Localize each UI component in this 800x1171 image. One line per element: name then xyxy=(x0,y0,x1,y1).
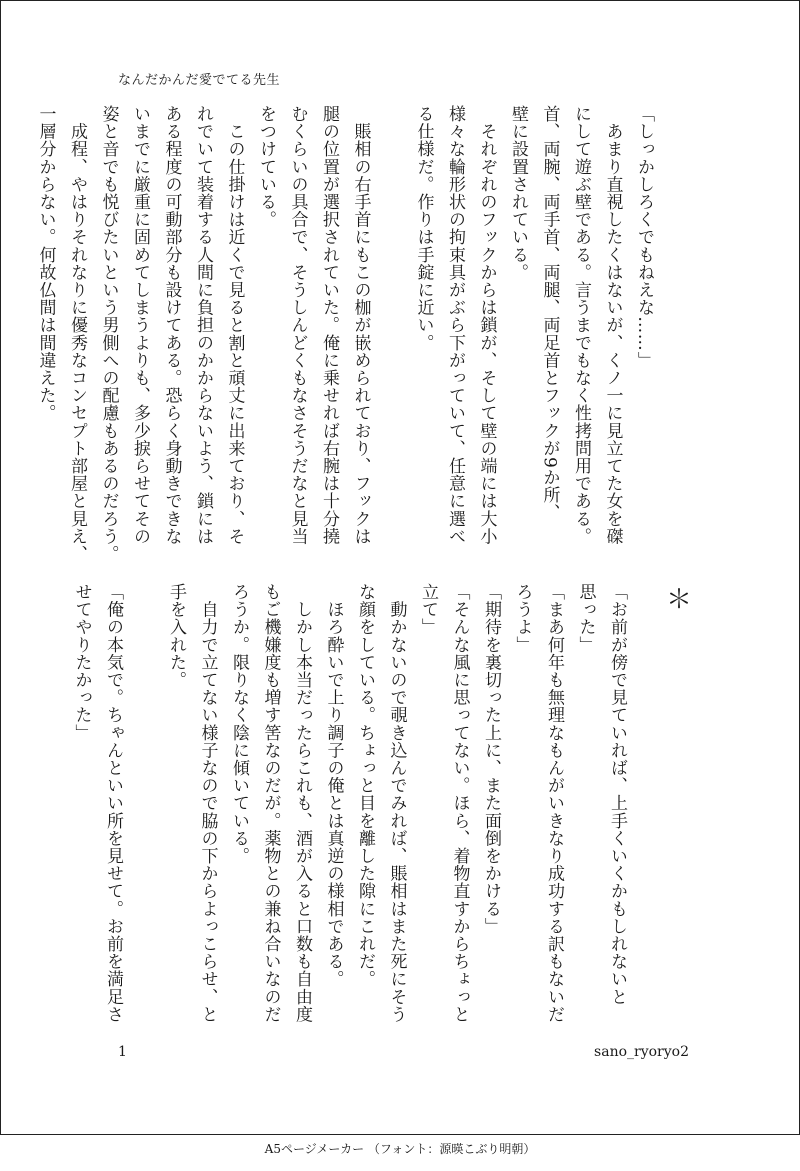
text-line: 「俺の本気で。ちゃんといい所を見せて。お前を満足さ xyxy=(103,583,123,1023)
text-line: いまでに厳重に固めてしまうよりも、多少捩らせてその xyxy=(130,105,150,545)
text-line: ろうよ」 xyxy=(512,583,533,654)
text-line: 自力で立てない様子なので脇の下からよっこらせ、と xyxy=(197,583,218,1023)
text-line: 成程、やはりそれなりに優秀なコンセプト部屋と見え、 xyxy=(67,105,87,563)
footer-caption: A5ページメーカー （フォント：源暎こぶり明朝） xyxy=(264,1142,536,1156)
text-line: この仕掛けは近くで見ると割と頑丈に出来ており、そ xyxy=(224,105,245,545)
text-line: 動かないので覗き込んでみれば、賬相はまた死にそう xyxy=(386,583,407,1023)
text-line: ある程度の可動部分も設けてある。恐らく身動きできな xyxy=(161,105,182,545)
text-line: 手を入れた。 xyxy=(166,583,186,689)
text-line xyxy=(376,105,408,565)
text-line: むくらいの具合で、そうしんどくもなさそうだなと見当 xyxy=(287,105,308,545)
text-line: 一層分からない。何故仏間は間違えた。 xyxy=(35,105,56,422)
text-line: な顔をしている。ちょっと目を離した隙にこれだ。 xyxy=(355,583,375,988)
text-line: 立て」 xyxy=(418,583,438,636)
text-line: ろうか。限りなく陰に傾いている。 xyxy=(229,583,249,865)
text-line: 「まあ何年も無理なもんがいきなり成功する訳もないだ xyxy=(544,583,564,1023)
upper-text-block xyxy=(29,105,659,565)
text-line: 思った」 xyxy=(575,583,596,654)
page-number: 1 xyxy=(118,1044,127,1060)
text-line: 様々な輪形状の拘束具がぶら下がっていて、任意に選べ xyxy=(445,105,465,545)
text-line: る仕様だ。作りは手錠に近い。 xyxy=(413,105,434,352)
text-line: 壁に設置されている。 xyxy=(508,105,528,281)
text-line: 首、両腕、両手首、両腿、両足首とフックが9か所、 xyxy=(539,105,560,522)
text-line: をつけている。 xyxy=(256,105,276,229)
text-line: 姿と音でも悦びたいという男側への配慮もあるのだろう。 xyxy=(98,105,119,563)
section-divider: ＊ xyxy=(666,585,693,615)
text-line: せてやりたかった」 xyxy=(71,583,92,742)
text-line: 「そんな風に思ってない。ほら、着物直すからちょっと xyxy=(449,583,470,1023)
text-line: ほろ酔いで上り調子の俺とは真逆の様相である。 xyxy=(323,583,344,988)
text-line: 腿の位置が選択されていた。俺に乗せれば右腕は十分撓 xyxy=(319,105,339,545)
text-line: れでいて装着する人間に負担のかからないよう、鎖には xyxy=(193,105,213,545)
text-line: 「お前が傍で見ていれば、上手くいくかもしれないと xyxy=(607,583,627,1006)
text-line: 「しっかしろくでもねえな……」 xyxy=(634,105,654,369)
text-line: しかし本当だったらこれも、酒が入ると口数も自由度 xyxy=(292,583,312,1023)
text-line: 賬相の右手首にもこの枷が嵌められており、フックは xyxy=(350,105,371,545)
lower-text-block xyxy=(65,583,632,1043)
text-line: にして遊ぶ壁である。言うまでもなく性拷問用である。 xyxy=(571,105,591,545)
text-line: 「期待を裏切った上に、また面倒をかける」 xyxy=(481,583,501,935)
text-line: もご機嫌度も増す筈なのだが。薬物との兼ね合いなのだ xyxy=(260,583,281,1023)
author-id: sano_ryoryo2 xyxy=(594,1044,689,1060)
text-line xyxy=(128,583,160,1043)
text-line: あまり直視したくはないが、くノ一に見立てた女を磔 xyxy=(602,105,623,545)
text-line: それぞれのフックからは鎖が、そして壁の端には大小 xyxy=(476,105,497,545)
running-title: なんだかんだ愛でてる先生 xyxy=(118,73,281,88)
